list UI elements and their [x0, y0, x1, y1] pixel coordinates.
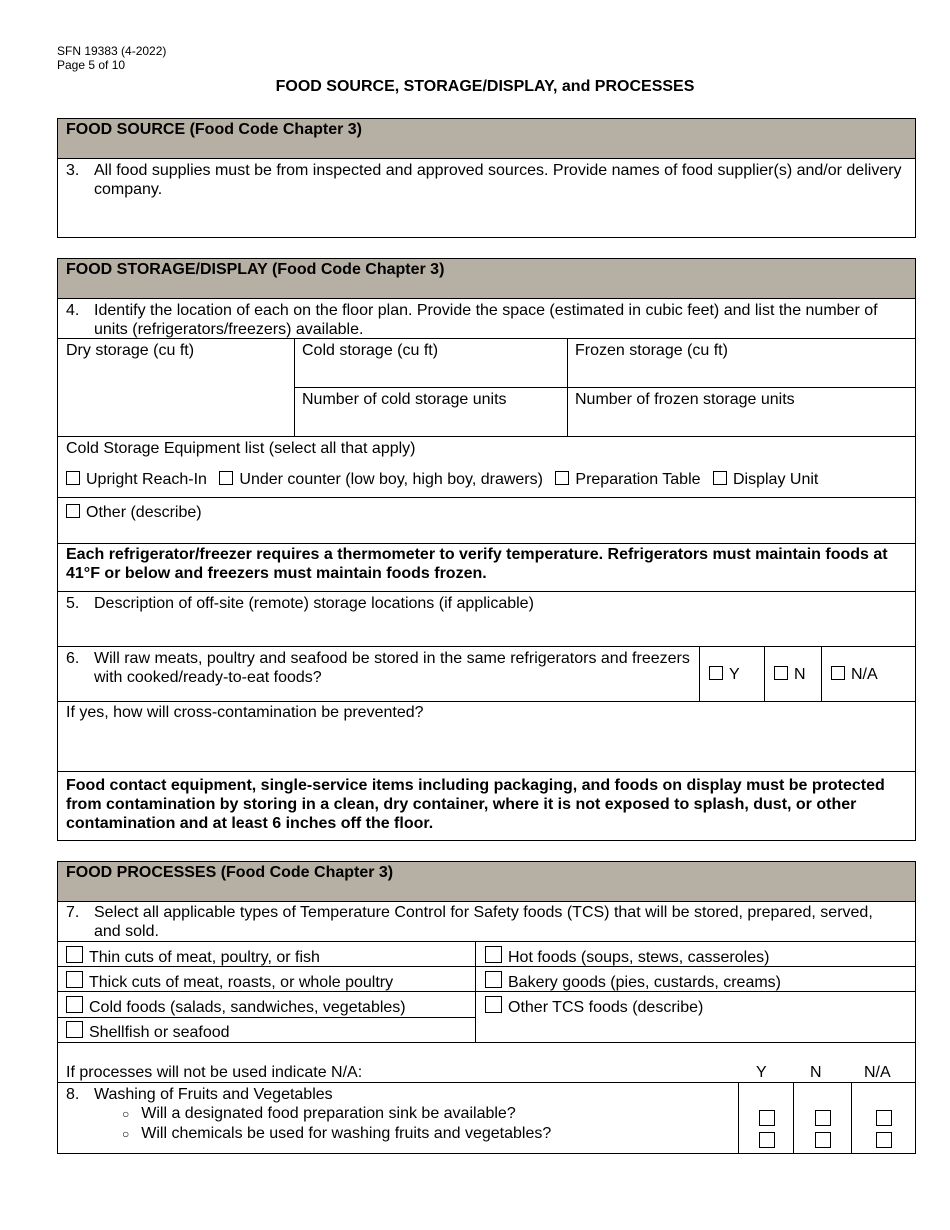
q4-text: Identify the location of each on the floor plan. Provide the space (estimated in cubic feet) and list the number of units (refrigerators/freezers) available.: [94, 302, 878, 338]
contact-equipment-note: Food contact equipment, single-service items including packaging, and foods on display must be protected from contamination by storing in a clean, dry container, where it is not exposed to splash, dust, or other contamination and at least 6 inches off the floor.: [66, 777, 885, 832]
cold-units-field[interactable]: Number of cold storage units: [302, 391, 507, 408]
na-instruction: If processes will not be used indicate N/A:: [66, 1064, 363, 1081]
checkbox-icon[interactable]: [713, 471, 727, 485]
checkbox-icon[interactable]: [66, 996, 83, 1013]
checkbox-icon[interactable]: [485, 996, 502, 1013]
tcs-shellfish[interactable]: Shellfish or seafood: [66, 1021, 230, 1042]
checkbox-icon[interactable]: [66, 471, 80, 485]
processes-heading: FOOD PROCESSES (Food Code Chapter 3): [57, 861, 916, 902]
frozen-units-field[interactable]: Number of frozen storage units: [575, 391, 795, 408]
q5-number: 5.: [66, 595, 80, 612]
q8b-na-checkbox[interactable]: [876, 1132, 892, 1148]
q8-number: 8.: [66, 1086, 80, 1103]
equip-display-unit[interactable]: Display Unit: [713, 471, 818, 488]
tcs-hot-foods[interactable]: Hot foods (soups, stews, casseroles): [485, 946, 769, 967]
checkbox-icon[interactable]: [66, 971, 83, 988]
q8a-na-checkbox[interactable]: [876, 1110, 892, 1126]
cross-contamination-field[interactable]: If yes, how will cross-contamination be prevented?: [66, 704, 424, 721]
tcs-other[interactable]: Other TCS foods (describe): [485, 996, 703, 1017]
process-questions: [57, 1042, 916, 1154]
form-id: SFN 19383 (4-2022): [57, 44, 167, 58]
tcs-thick-cuts[interactable]: Thick cuts of meat, roasts, or whole poultry: [66, 971, 393, 992]
q7-box: [57, 901, 916, 1043]
checkbox-icon[interactable]: [485, 946, 502, 963]
q8-item-1: ○ Will a designated food preparation sink be available?: [122, 1105, 516, 1122]
q7-text: Select all applicable types of Temperature Control for Safety foods (TCS) that will be stored, prepared, served, and sold.: [94, 904, 873, 940]
q6-yes[interactable]: Y: [709, 665, 740, 684]
col-na: N/A: [864, 1064, 891, 1081]
dry-storage-field[interactable]: Dry storage (cu ft): [66, 342, 195, 359]
q4-number: 4.: [66, 302, 80, 319]
checkbox-icon[interactable]: [485, 971, 502, 988]
q3-text: All food supplies must be from inspected and approved sources. Provide names of food supplier(s) and/or delivery company.: [94, 162, 902, 198]
equip-other[interactable]: Other (describe): [66, 503, 202, 522]
cold-storage-field[interactable]: Cold storage (cu ft): [302, 342, 439, 359]
tcs-cold-foods[interactable]: Cold foods (salads, sandwiches, vegetables): [66, 996, 406, 1017]
checkbox-icon[interactable]: [555, 471, 569, 485]
food-source-heading: FOOD SOURCE (Food Code Chapter 3): [57, 118, 916, 159]
col-no: N: [810, 1064, 822, 1081]
frozen-storage-field[interactable]: Frozen storage (cu ft): [575, 342, 728, 359]
q6-no[interactable]: N: [774, 665, 806, 684]
page-title: FOOD SOURCE, STORAGE/DISPLAY, and PROCESSES: [275, 78, 695, 95]
form-header: [57, 44, 166, 72]
q6-text: Will raw meats, poultry and seafood be stored in the same refrigerators and freezers with cooked/ready-to-eat foods?: [94, 650, 690, 686]
checkbox-icon[interactable]: [774, 666, 788, 680]
equip-under-counter[interactable]: Under counter (low boy, high boy, drawers): [219, 471, 543, 488]
tcs-thin-cuts[interactable]: Thin cuts of meat, poultry, or fish: [66, 946, 320, 967]
checkbox-icon[interactable]: [219, 471, 233, 485]
q7-number: 7.: [66, 904, 80, 921]
checkbox-icon[interactable]: [66, 1021, 83, 1038]
equip-prep-table[interactable]: Preparation Table: [555, 471, 700, 488]
q3-number: 3.: [66, 162, 80, 179]
checkbox-icon[interactable]: [831, 666, 845, 680]
checkbox-icon[interactable]: [66, 946, 83, 963]
equipment-label: Cold Storage Equipment list (select all that apply): [66, 440, 416, 457]
equip-upright[interactable]: Upright Reach-In: [66, 471, 207, 488]
q8-item-2: ○ Will chemicals be used for washing fruits and vegetables?: [122, 1125, 552, 1142]
q8b-yes-checkbox[interactable]: [759, 1132, 775, 1148]
q3-box[interactable]: [57, 158, 916, 238]
bullet-icon: ○: [122, 1127, 130, 1141]
col-yes: Y: [756, 1064, 767, 1081]
q8a-no-checkbox[interactable]: [815, 1110, 831, 1126]
q6-na[interactable]: N/A: [831, 665, 878, 684]
storage-heading: FOOD STORAGE/DISPLAY (Food Code Chapter 3): [57, 258, 916, 299]
bullet-icon: ○: [122, 1107, 130, 1121]
page-number: Page 5 of 10: [57, 58, 126, 72]
q5-text[interactable]: Description of off-site (remote) storage locations (if applicable): [94, 595, 534, 612]
tcs-bakery[interactable]: Bakery goods (pies, custards, creams): [485, 971, 781, 992]
q8-title: Washing of Fruits and Vegetables: [94, 1086, 333, 1103]
checkbox-icon[interactable]: [709, 666, 723, 680]
q6-number: 6.: [66, 650, 80, 667]
equipment-options: [66, 470, 818, 489]
q8a-yes-checkbox[interactable]: [759, 1110, 775, 1126]
q8b-no-checkbox[interactable]: [815, 1132, 831, 1148]
storage-section: [57, 298, 916, 841]
checkbox-icon[interactable]: [66, 504, 80, 518]
thermometer-note: Each refrigerator/freezer requires a thermometer to verify temperature. Refrigerators must maintain foods at 41°F or below and freezers must maintain foods frozen.: [66, 546, 888, 582]
